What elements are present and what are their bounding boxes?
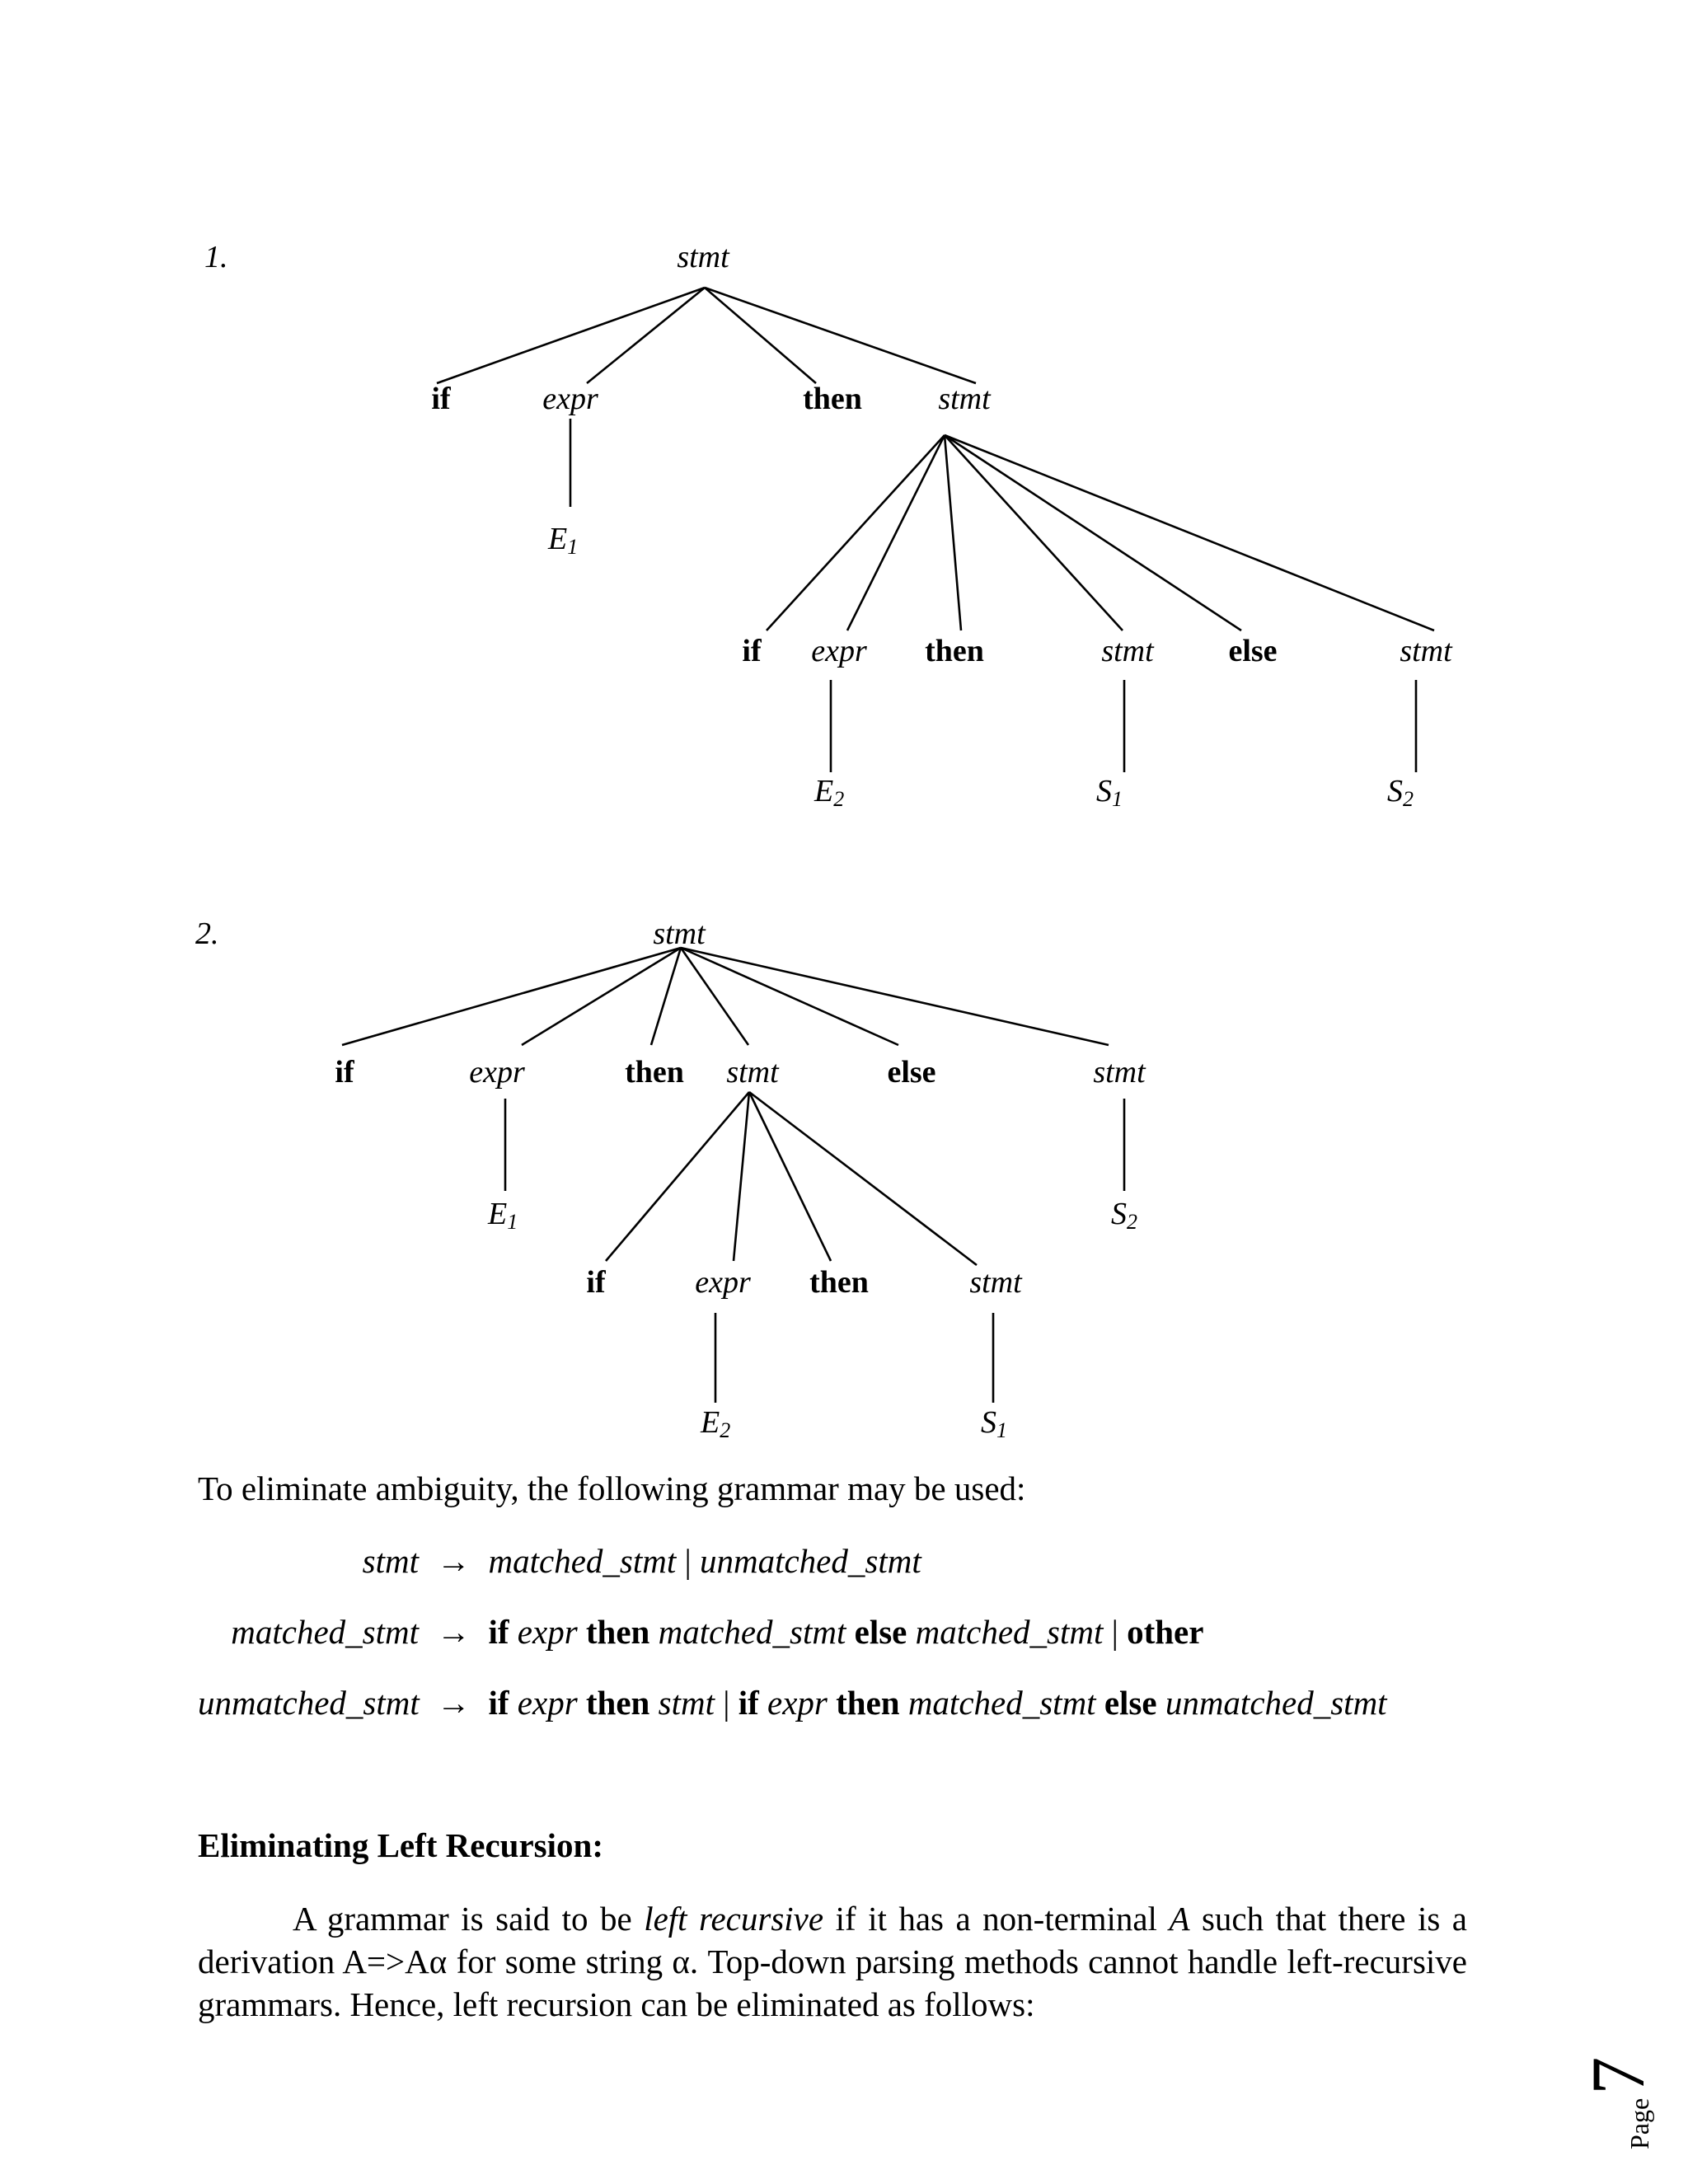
- tree2-e1: E1: [488, 1197, 518, 1234]
- rule-lhs: matched_stmt: [231, 1613, 419, 1651]
- rule-rhs-term: then: [836, 1684, 900, 1722]
- arrow-symbol: →: [436, 1684, 471, 1722]
- tree2-expr: expr: [469, 1055, 525, 1090]
- tree2-edge: [522, 948, 681, 1045]
- tree1-number: 1.: [204, 240, 228, 274]
- tree1-e2: E2: [814, 774, 845, 811]
- tree1-else: else: [1228, 634, 1278, 668]
- parse-tree-2: [195, 916, 1146, 1442]
- rule-rhs-term: |: [1111, 1613, 1118, 1651]
- tree1-s1: S1: [1096, 774, 1123, 811]
- tree2-edge: [749, 1092, 977, 1265]
- rule-rhs-term: expr: [517, 1613, 578, 1651]
- paragraph-emphasis: A: [1169, 1900, 1190, 1938]
- paragraph-text: A grammar is said to be: [293, 1900, 645, 1938]
- paragraph-emphasis: left recursive: [644, 1900, 824, 1938]
- tree2-number: 2.: [195, 916, 219, 951]
- tree1-root: stmt: [677, 240, 729, 274]
- tree2-edge: [749, 1092, 831, 1261]
- rule-rhs-term: expr: [767, 1684, 828, 1722]
- page-number: [1576, 1960, 1660, 2149]
- parse-tree-1: [204, 240, 1453, 811]
- rule-rhs-term: then: [585, 1684, 650, 1722]
- tree1-if: if: [431, 382, 451, 416]
- tree1-edge: [705, 288, 976, 383]
- rule-rhs-term: |: [723, 1684, 730, 1722]
- tree2-expr-2: expr: [695, 1265, 751, 1300]
- rule-rhs-term: matched_stmt: [915, 1613, 1104, 1651]
- tree1-stmt-3: stmt: [1400, 634, 1452, 668]
- tree1-edge: [437, 288, 705, 383]
- tree1-expr-2: expr: [811, 634, 867, 668]
- tree1-if-2: if: [742, 634, 762, 668]
- tree1-edge: [945, 435, 1123, 630]
- tree1-edge: [587, 288, 705, 383]
- tree1-expr: expr: [542, 382, 598, 416]
- rule-lhs: unmatched_stmt: [198, 1684, 420, 1722]
- page-number-word: Page: [1625, 2097, 1654, 2149]
- left-recursion-paragraph: [198, 1897, 1467, 2026]
- rule-rhs-term: matched_stmt: [488, 1542, 677, 1580]
- rule-rhs-term: |: [684, 1542, 692, 1580]
- tree1-edge: [945, 435, 1434, 630]
- tree1-edge: [767, 435, 945, 630]
- rule-rhs-term: if: [488, 1684, 509, 1722]
- arrow-symbol: →: [436, 1542, 471, 1580]
- tree2-stmt-2: stmt: [1093, 1055, 1146, 1090]
- tree1-edge: [945, 435, 1241, 630]
- tree1-then: then: [803, 382, 862, 416]
- tree2-edge: [606, 1092, 749, 1261]
- tree2-stmt-3: stmt: [969, 1265, 1022, 1300]
- tree2-stmt: stmt: [726, 1055, 779, 1090]
- paragraph-text: if it has a non-terminal: [823, 1900, 1170, 1938]
- tree1-stmt-2: stmt: [1101, 634, 1154, 668]
- tree2-root: stmt: [653, 916, 706, 951]
- rule-rhs-term: if: [738, 1684, 759, 1722]
- rule-rhs-term: stmt: [658, 1684, 715, 1722]
- grammar-intro: To eliminate ambiguity, the following grammar may be used:: [198, 1469, 1026, 1507]
- tree1-then-2: then: [925, 634, 984, 668]
- paragraph-text: such that there is a derivation A=>Aα for some string α. Top-down parsing methods cannot handle left-recursive grammars. Hence, left recursion can be eliminated as follows:: [198, 1900, 1468, 2023]
- tree2-if-2: if: [586, 1265, 606, 1300]
- tree2-e2: E2: [701, 1405, 731, 1442]
- rule-rhs-term: expr: [517, 1684, 578, 1722]
- rule-rhs-term: matched_stmt: [907, 1684, 1096, 1722]
- rule-rhs-term: other: [1127, 1613, 1204, 1651]
- tree2-s2: S2: [1111, 1197, 1137, 1234]
- rule-rhs-term: then: [585, 1613, 650, 1651]
- grammar-rule-stmt: [198, 1541, 921, 1581]
- tree2-edge: [734, 1092, 749, 1261]
- rule-lhs: stmt: [362, 1542, 419, 1580]
- tree1-stmt: stmt: [938, 382, 991, 416]
- grammar-rule-matched: [198, 1612, 1203, 1652]
- page-number-digit: 7: [1576, 2056, 1660, 2095]
- tree2-if: if: [335, 1055, 354, 1090]
- tree1-edge: [945, 435, 961, 630]
- tree1-e1: E1: [548, 522, 579, 559]
- rule-rhs-term: unmatched_stmt: [699, 1542, 921, 1580]
- tree1-s2: S2: [1387, 774, 1414, 811]
- rule-rhs-term: unmatched_stmt: [1165, 1684, 1387, 1722]
- tree2-else: else: [887, 1055, 936, 1090]
- tree1-edge: [847, 435, 945, 630]
- rule-rhs-term: else: [1104, 1684, 1157, 1722]
- tree2-then: then: [625, 1055, 684, 1090]
- tree2-then-2: then: [809, 1265, 869, 1300]
- rule-rhs-term: if: [488, 1613, 509, 1651]
- arrow-symbol: →: [436, 1613, 471, 1651]
- tree2-edge: [342, 948, 681, 1045]
- tree2-s1: S1: [981, 1405, 1007, 1442]
- tree2-edge: [681, 948, 1109, 1045]
- grammar-rule-unmatched: [198, 1683, 1387, 1722]
- section-heading: Eliminating Left Recursion:: [198, 1826, 603, 1864]
- rule-rhs-term: else: [854, 1613, 907, 1651]
- rule-rhs-term: matched_stmt: [658, 1613, 846, 1651]
- tree1-edge: [705, 288, 816, 383]
